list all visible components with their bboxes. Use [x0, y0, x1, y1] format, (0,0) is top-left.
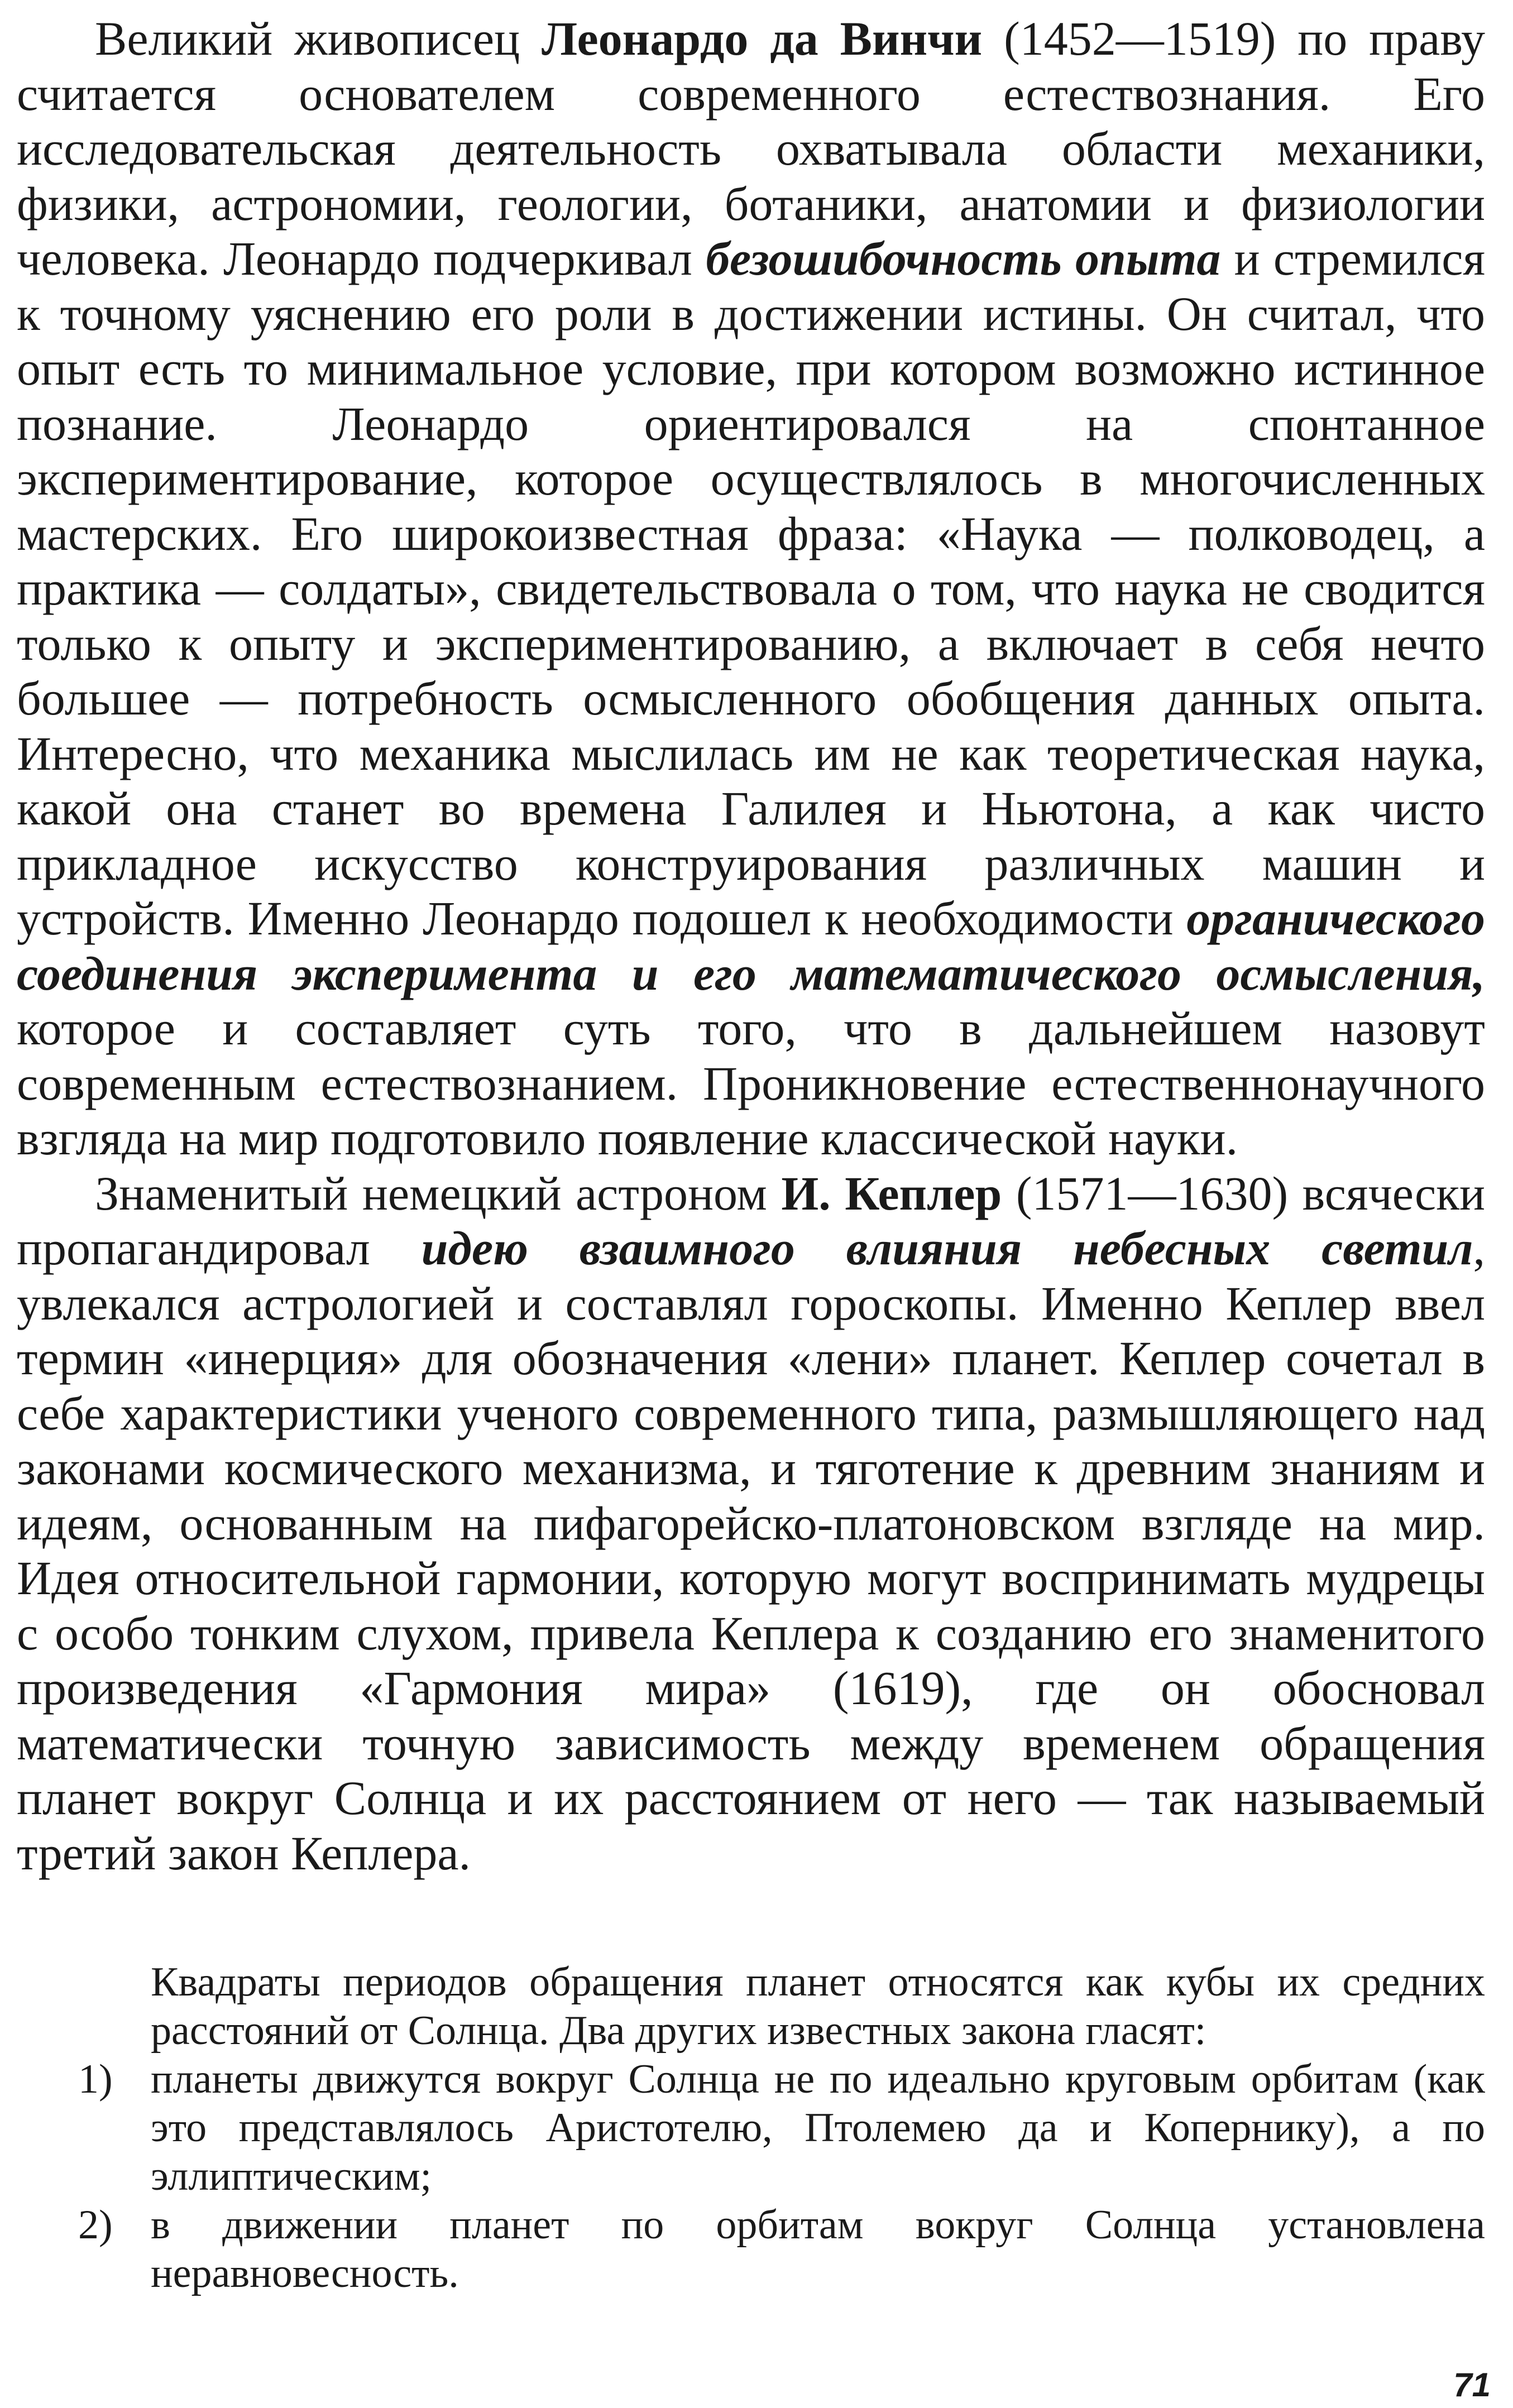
- page-body: [17, 11, 1485, 1881]
- paragraph-text: (1571—1630) всячески пропагандировал: [17, 1166, 1485, 1275]
- law-list: [17, 2055, 1485, 2298]
- paragraph-leonardo: [17, 11, 1485, 1166]
- note-lead: Квадраты периодов обращения планет относятся как кубы их средних расстояний от Солнца. Два других известных закона гласят:: [151, 1959, 1485, 2054]
- paragraph-text: и стремился к точному уяснению его роли в достижении истины. Он считал, что опыт есть то минимальное условие, при котором возможно истинное познание. Леонардо ориентировался на спонтанное экспериментирование, которое осуществлялось в многочисленных мастерских. Его широкоизвестная фраза: «Наука — полководец, а практика — солдаты», свидетельствовала о том, что наука не сводится только к опыту и экспериментированию, а включает в себя нечто большее — потребность осмысленного обобщения данных опыта. Интересно, что механика мыслилась им не как теоретическая наука, какой она станет во времена Галилея и Ньютона, а как чисто прикладное искусство конструирования различных машин и устройств. Именно Леонардо подошел к необходимости: [17, 232, 1485, 945]
- paragraph-text: Великий живописец: [95, 12, 542, 65]
- emphasis-text: органического соединения эксперимента и его математического осмысления,: [17, 891, 1485, 1000]
- list-item: [17, 2201, 1485, 2298]
- list-item: [17, 2055, 1485, 2201]
- main-text: [17, 11, 1485, 1881]
- person-name-kepler: И. Кеплер: [781, 1166, 1002, 1220]
- list-number: 1): [78, 2056, 113, 2102]
- paragraph-kepler: [17, 1166, 1485, 1881]
- person-name-leonardo: Леонардо да Винчи: [541, 12, 983, 65]
- paragraph-text: , увлекался астрологией и составлял гороскопы. Именно Кеплер ввел термин «инерция» для обозначения «лени» планет. Кеплер сочетал в себе характеристики ученого современного типа, размышляющего над законами космического механизма, и тяготение к древним знаниям и идеям, основанным на пифагорейско-платоновском взгляде на мир. Идея относительной гармонии, которую могут воспринимать мудрецы с особо тонким слухом, привела Кеплера к созданию его знаменитого произведения «Гармония мира» (1619), где он обосновал математически точную зависимость между временем обращения планет вокруг Солнца и их расстоянием от него — так называемый третий закон Кеплера.: [17, 1221, 1486, 1880]
- list-item-text: планеты движутся вокруг Солнца не по идеально круговым орбитам (как это представлялось Аристотелю, Птолемею да и Копернику), а по эллиптическим;: [151, 2056, 1485, 2199]
- paragraph-text: (1452—1519) по праву считается основателем современного естествознания. Его исследовательская деятельность охватывала области механики, физики, астрономии, геологии, ботаники, анатомии и физиологии человека. Леонардо подчеркивал: [17, 12, 1485, 285]
- emphasis-text: безошибочность опыта: [706, 232, 1221, 285]
- list-number: 2): [78, 2202, 113, 2248]
- paragraph-text: Знаменитый немецкий астроном: [95, 1166, 782, 1220]
- page-number: 71: [1453, 2366, 1491, 2404]
- paragraph-text: которое и составляет суть того, что в дальнейшем назовут современным естествознанием. Проникновение естественнонаучного взгляда на мир подготовило появление классической науки.: [17, 1001, 1485, 1165]
- emphasis-text: идею взаимного влияния небесных светил: [421, 1221, 1473, 1275]
- note-block: [17, 1958, 1485, 2298]
- list-item-text: в движении планет по орбитам вокруг Солнца установлена неравновесность.: [151, 2202, 1485, 2296]
